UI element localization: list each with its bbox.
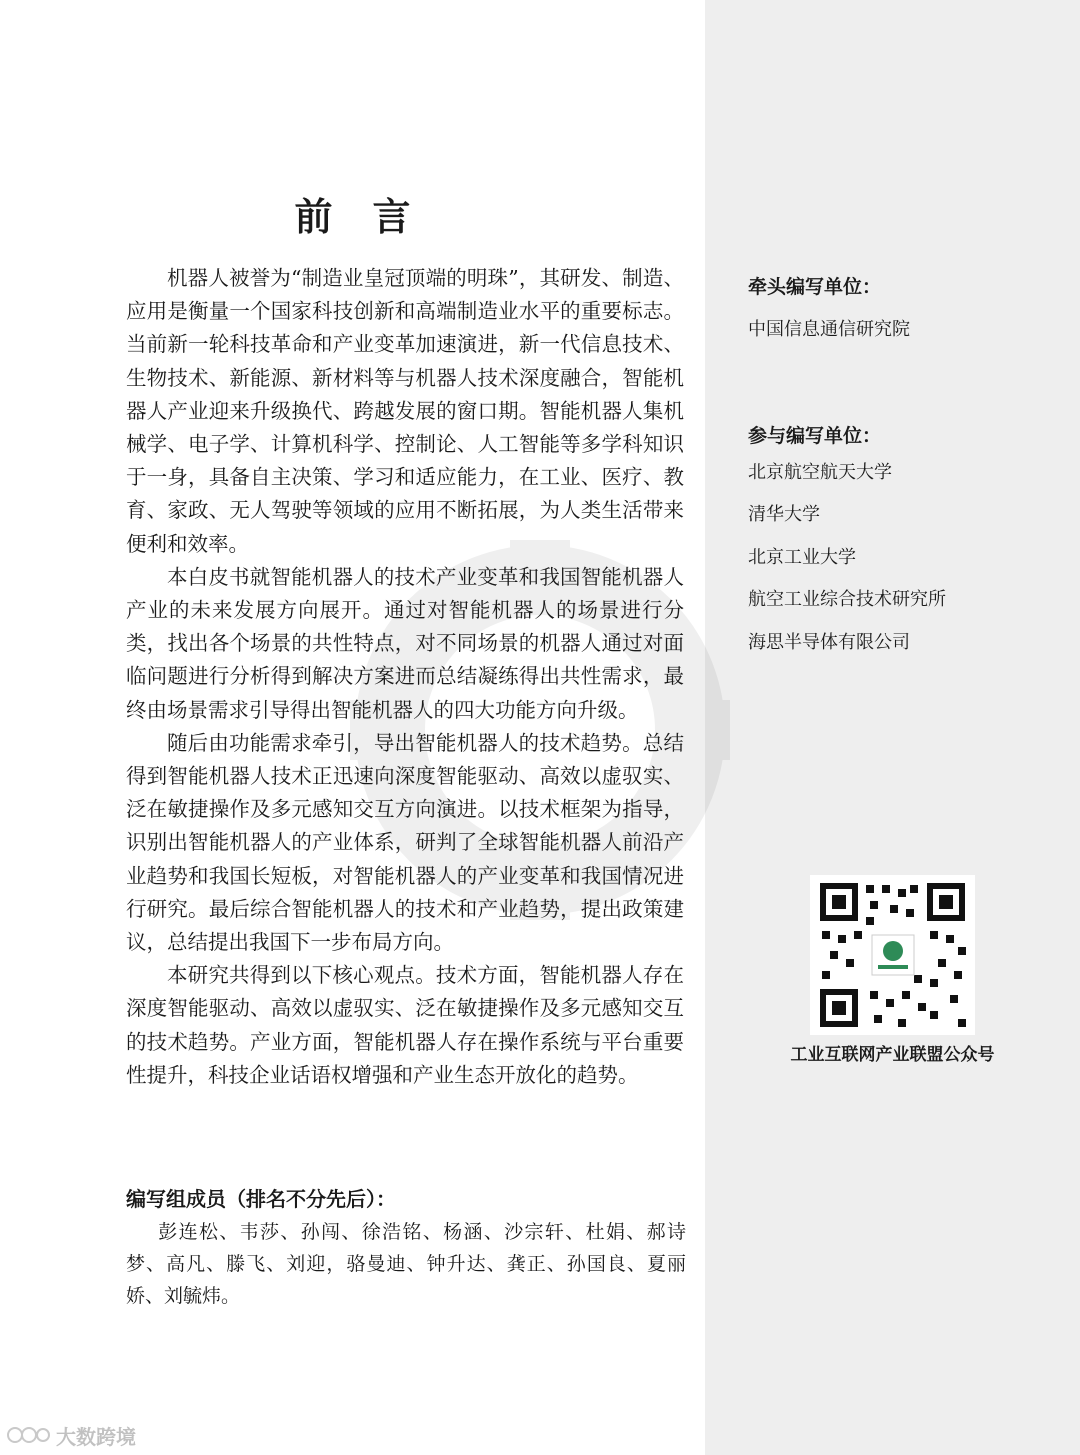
footer-watermark bbox=[6, 1420, 136, 1450]
preface-paragraph: 随后由功能需求牵引，导出智能机器人的技术趋势。总结得到智能机器人技术正迅速向深度智能驱动、高效以虚驭实、泛在敏捷操作及多元感知交互方向演进。以技术框架为指导，识别出智能机器人的产业体系，研判了全球智能机器人前沿产业趋势和我国长短板，对智能机器人的产业变革和我国情况进行研究。最后综合智能机器人的技术和产业趋势，提出政策建议，总结提出我国下一步布局方向。 bbox=[126, 730, 684, 955]
qr-code-icon bbox=[810, 875, 975, 1035]
members-heading: 编写组成员（排名不分先后）： bbox=[126, 1187, 396, 1211]
brand-logo-icon bbox=[6, 1422, 50, 1448]
preface-paragraph: 机器人被誉为“制造业皇冠顶端的明珠”，其研发、制造、应用是衡量一个国家科技创新和高端制造业水平的重要标志。当前新一轮科技革命和产业变革加速演进，新一代信息技术、生物技术、新能源、新材料等与机器人技术深度融合，智能机器人产业迎来升级换代、跨越发展的窗口期。智能机器人集机械学、电子学、计算机科学、控制论、人工智能等多学科知识于一身，具备自主决策、学习和适应能力，在工业、医疗、教育、家政、无人驾驶等领域的应用不断拓展，为人类生活带来便利和效率。 bbox=[126, 266, 684, 556]
preface-paragraph: 本白皮书就智能机器人的技术产业变革和我国智能机器人产业的未来发展方向展开。通过对智能机器人的场景进行分类，找出各个场景的共性特点，对不同场景的机器人通过对面临问题进行分析得到解决方案进而总结凝练得出共性需求，最终由场景需求引导得出智能机器人的四大功能方向升级。 bbox=[126, 564, 684, 722]
participant-unit: 北京航空航天大学 bbox=[748, 462, 892, 483]
footer-watermark-text: 大数跨境 bbox=[56, 1424, 136, 1449]
participant-units-label: 参与编写单位： bbox=[748, 425, 882, 447]
right-sidebar-panel bbox=[705, 0, 1080, 1455]
page-title: 前言 bbox=[294, 195, 451, 239]
members-list bbox=[126, 1216, 686, 1312]
preface-body bbox=[126, 262, 684, 1092]
participant-units-list bbox=[748, 460, 946, 672]
preface-paragraph: 本研究共得到以下核心观点。技术方面，智能机器人存在深度智能驱动、高效以虚驭实、泛在敏捷操作及多元感知交互的技术趋势。产业方面，智能机器人存在操作系统与平台重要性提升，科技企业话语权增强和产业生态开放化的趋势。 bbox=[126, 963, 684, 1087]
members-names: 彭连松、韦莎、孙闯、徐浩铭、杨涵、沙宗轩、杜娟、郝诗梦、高凡、滕飞、刘迎，骆曼迪、钟升达、龚正、孙国良、夏丽娇、刘毓炜。 bbox=[126, 1221, 686, 1307]
lead-unit-label: 牵头编写单位： bbox=[748, 276, 882, 298]
participant-unit: 清华大学 bbox=[748, 504, 820, 526]
participant-unit: 北京工业大学 bbox=[748, 546, 856, 568]
qr-code[interactable] bbox=[810, 875, 975, 1035]
participant-unit: 航空工业综合技术研究所 bbox=[748, 589, 946, 611]
participant-unit: 海思半导体有限公司 bbox=[748, 631, 910, 653]
lead-unit-name: 中国信息通信研究院 bbox=[748, 319, 910, 340]
qr-caption: 工业互联网产业联盟公众号 bbox=[790, 1045, 995, 1065]
